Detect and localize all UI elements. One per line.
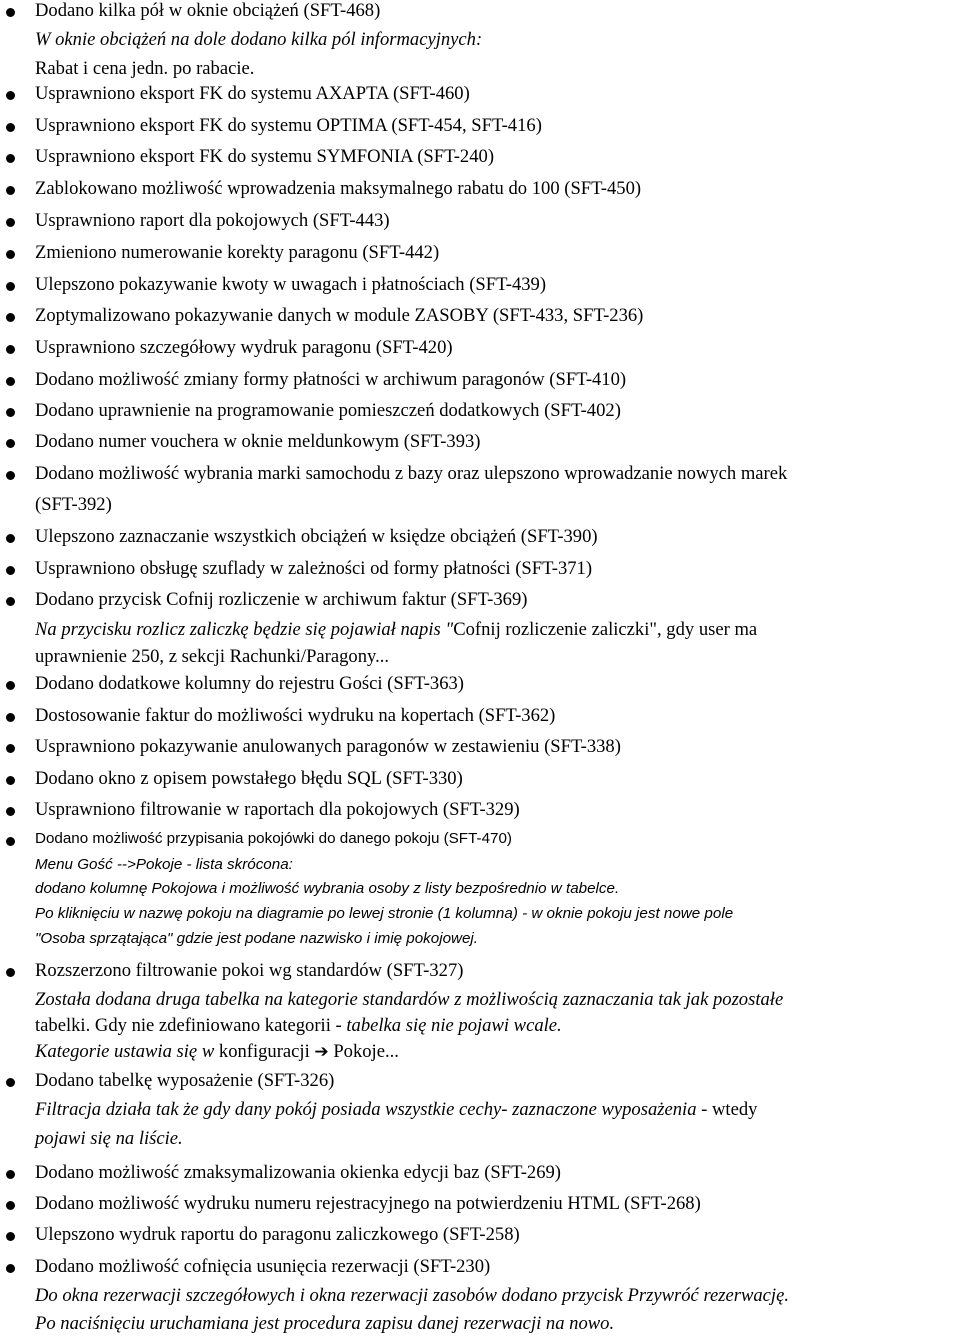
list-item-text — [35, 768, 463, 790]
text-segment: Po kliknięciu w nazwę pokoju na diagramie po lewej stronie (1 kolumna) - w oknie pokoju jest nowe pole — [35, 905, 734, 922]
text-segment: - wtedy — [696, 1099, 758, 1120]
text-segment: Zablokowano możliwość wprowadzenia maksymalnego rabatu do 100 (SFT-450) — [35, 178, 642, 199]
bullet-icon — [6, 250, 15, 259]
bullet-icon — [6, 1078, 15, 1087]
bullet-icon — [6, 123, 15, 132]
text-segment: "Osoba sprzątająca" gdzie jest podane nazwisko i imię pokojowej. — [35, 930, 479, 947]
list-item-detail — [35, 1128, 183, 1150]
text-segment: W oknie obciążeń na dole dodano kilka pól informacyjnych: — [35, 29, 483, 50]
list-item-detail — [35, 619, 757, 641]
text-segment: Dodano kilka pół w oknie obciążeń (SFT-468) — [35, 0, 381, 21]
text-segment: Ulepszono pokazywanie kwoty w uwagach i płatnościach (SFT-439) — [35, 274, 547, 295]
text-segment: Dodano możliwość wybrania marki samochodu z bazy oraz ulepszono wprowadzanie nowych marek — [35, 463, 788, 484]
text-segment: Dostosowanie faktur do możliwości wydruku na kopertach (SFT-362) — [35, 705, 556, 726]
text-segment: tabelka się nie pojawi wcale. — [346, 1015, 562, 1036]
list-item-text — [35, 242, 439, 264]
list-item-detail — [35, 1099, 757, 1121]
text-segment: Dodano uprawnienie na programowanie pomieszczeń dodatkowych (SFT-402) — [35, 400, 621, 421]
list-item-text — [35, 673, 464, 695]
text-segment: Zoptymalizowano pokazywanie danych w module ZASOBY (SFT-433, SFT-236) — [35, 305, 644, 326]
text-segment: (SFT-392) — [35, 494, 112, 515]
text-segment: Dodano tabelkę wyposażenie (SFT-326) — [35, 1070, 335, 1091]
text-segment: Rozszerzono filtrowanie pokoi wg standardów (SFT-327) — [35, 960, 464, 981]
bullet-icon — [6, 681, 15, 690]
list-item-text — [35, 274, 546, 296]
list-item-detail — [35, 989, 783, 1011]
text-segment: Ulepszono zaznaczanie wszystkich obciążeń w księdze obciążeń (SFT-390) — [35, 526, 598, 547]
list-item-text — [35, 369, 626, 391]
bullet-icon — [6, 154, 15, 163]
text-segment: Do okna rezerwacji szczegółowych i okna rezerwacji zasobów dodano przycisk Przywróć rezerwację. — [35, 1285, 789, 1306]
bullet-icon — [6, 534, 15, 543]
bullet-icon — [6, 91, 15, 100]
list-item-text — [35, 1193, 701, 1215]
bullet-icon — [6, 471, 15, 480]
list-item-text — [35, 1162, 561, 1184]
bullet-icon — [6, 597, 15, 606]
list-item-detail — [35, 1015, 562, 1037]
text-segment: Dodano okno z opisem powstałego błędu SQL (SFT-330) — [35, 768, 463, 789]
text-segment: Ulepszono wydruk raportu do paragonu zaliczkowego (SFT-258) — [35, 1224, 520, 1245]
bullet-icon — [6, 1201, 15, 1210]
bullet-icon — [6, 1232, 15, 1241]
bullet-icon — [6, 186, 15, 195]
list-item-text — [35, 589, 527, 611]
text-segment: Usprawniono eksport FK do systemu SYMFONIA (SFT-240) — [35, 146, 495, 167]
text-segment: Usprawniono eksport FK do systemu AXAPTA (SFT-460) — [35, 83, 470, 104]
list-item-detail — [35, 929, 478, 949]
text-segment: Cofnij rozliczenie zaliczki", gdy user ma — [453, 619, 758, 640]
list-item-detail — [35, 879, 619, 899]
bullet-icon — [6, 807, 15, 816]
list-item-text — [35, 960, 463, 982]
text-segment: Usprawniono raport dla pokojowych (SFT-443) — [35, 210, 390, 231]
list-item-detail — [35, 29, 482, 51]
list-item-detail — [35, 904, 733, 924]
text-segment: Zmieniono numerowanie korekty paragonu (SFT-442) — [35, 242, 440, 263]
list-item-text — [35, 526, 598, 548]
list-item-detail — [35, 1041, 399, 1063]
list-item-text — [35, 178, 641, 200]
list-item-text — [35, 705, 555, 727]
bullet-icon — [6, 313, 15, 322]
bullet-icon — [6, 408, 15, 417]
list-item-detail — [35, 494, 112, 516]
list-item-text — [35, 146, 494, 168]
bullet-icon — [6, 744, 15, 753]
text-segment: Dodano przycisk Cofnij rozliczenie w archiwum faktur (SFT-369) — [35, 589, 528, 610]
list-item-text — [35, 463, 787, 485]
list-item-text — [35, 431, 481, 453]
bullet-icon — [6, 1170, 15, 1179]
text-segment: Dodano możliwość cofnięcia usunięcia rezerwacji (SFT-230) — [35, 1256, 491, 1277]
text-segment: Dodano numer vouchera w oknie meldunkowym (SFT-393) — [35, 431, 481, 452]
text-segment: Dodano możliwość zmaksymalizowania okienka edycji baz (SFT-269) — [35, 1162, 561, 1183]
bullet-icon — [6, 1264, 15, 1273]
bullet-icon — [6, 439, 15, 448]
bullet-icon — [6, 282, 15, 291]
bullet-icon — [6, 345, 15, 354]
arrow-right-icon: ➔ — [314, 1042, 329, 1062]
text-segment: Dodano możliwość wydruku numeru rejestracyjnego na potwierdzeniu HTML (SFT-268) — [35, 1193, 701, 1214]
text-segment: Filtracja działa tak że gdy dany pokój posiada wszystkie cechy- zaznaczone wyposażenia — [35, 1099, 697, 1120]
list-item-text — [35, 736, 621, 758]
bullet-icon — [6, 776, 15, 785]
list-item-detail — [35, 58, 254, 80]
text-segment: Dodano możliwość przypisania pokojówki do danego pokoju (SFT-470) — [35, 830, 512, 847]
text-segment: tabelki. Gdy nie zdefiniowano kategorii - — [35, 1015, 347, 1036]
text-segment: Dodano dodatkowe kolumny do rejestru Gości (SFT-363) — [35, 673, 464, 694]
text-segment: Usprawniono obsługę szuflady w zależności od formy płatności (SFT-371) — [35, 558, 593, 579]
list-item-text — [35, 115, 542, 137]
list-item-text — [35, 1224, 520, 1246]
list-item-text — [35, 337, 453, 359]
list-item-text — [35, 83, 470, 105]
text-segment: pojawi się na liście. — [35, 1128, 183, 1149]
bullet-icon — [6, 218, 15, 227]
list-item-text — [35, 1256, 490, 1278]
list-item-text — [35, 400, 621, 422]
text-segment: Usprawniono pokazywanie anulowanych paragonów w zestawieniu (SFT-338) — [35, 736, 621, 757]
list-item-text — [35, 210, 390, 232]
list-item-text — [35, 305, 643, 327]
list-item-detail — [35, 1313, 614, 1335]
text-segment: Dodano możliwość zmiany formy płatności w archiwum paragonów (SFT-410) — [35, 369, 627, 390]
text-segment: Po naciśnięciu uruchamiana jest procedura zapisu danej rezerwacji na nowo. — [35, 1313, 615, 1334]
text-segment: Menu Gość -->Pokoje - lista skrócona: — [35, 856, 293, 873]
text-segment: Usprawniono filtrowanie w raportach dla pokojowych (SFT-329) — [35, 799, 520, 820]
bullet-icon — [6, 713, 15, 722]
bullet-icon — [6, 566, 15, 575]
text-segment: Usprawniono eksport FK do systemu OPTIMA (SFT-454, SFT-416) — [35, 115, 542, 136]
text-segment: konfiguracji — [218, 1041, 315, 1062]
list-item-detail — [35, 855, 293, 875]
text-segment: uprawnienie 250, z sekcji Rachunki/Paragony... — [35, 646, 390, 667]
list-item-text — [35, 829, 512, 849]
list-item-text — [35, 0, 380, 22]
text-segment: Kategorie ustawia się w — [35, 1041, 219, 1062]
list-item-detail — [35, 646, 389, 668]
list-item-text — [35, 558, 592, 580]
bullet-icon — [6, 968, 15, 977]
list-item-text — [35, 799, 520, 821]
text-segment: Na przycisku rozlicz zaliczkę będzie się pojawiał napis " — [35, 619, 454, 640]
text-segment: dodano kolumnę Pokojowa i możliwość wybrania osoby z listy bezpośrednio w tabelce. — [35, 880, 620, 897]
bullet-icon — [6, 377, 15, 386]
bullet-icon — [6, 837, 15, 846]
text-segment: Została dodana druga tabelka na kategorie standardów z możliwością zaznaczania tak jak pozostałe — [35, 989, 784, 1010]
text-segment: Pokoje... — [328, 1041, 399, 1062]
text-segment: Usprawniono szczegółowy wydruk paragonu (SFT-420) — [35, 337, 453, 358]
bullet-icon — [6, 8, 15, 17]
text-segment: Rabat i cena jedn. po rabacie. — [35, 58, 255, 79]
list-item-text — [35, 1070, 334, 1092]
list-item-detail — [35, 1285, 789, 1307]
